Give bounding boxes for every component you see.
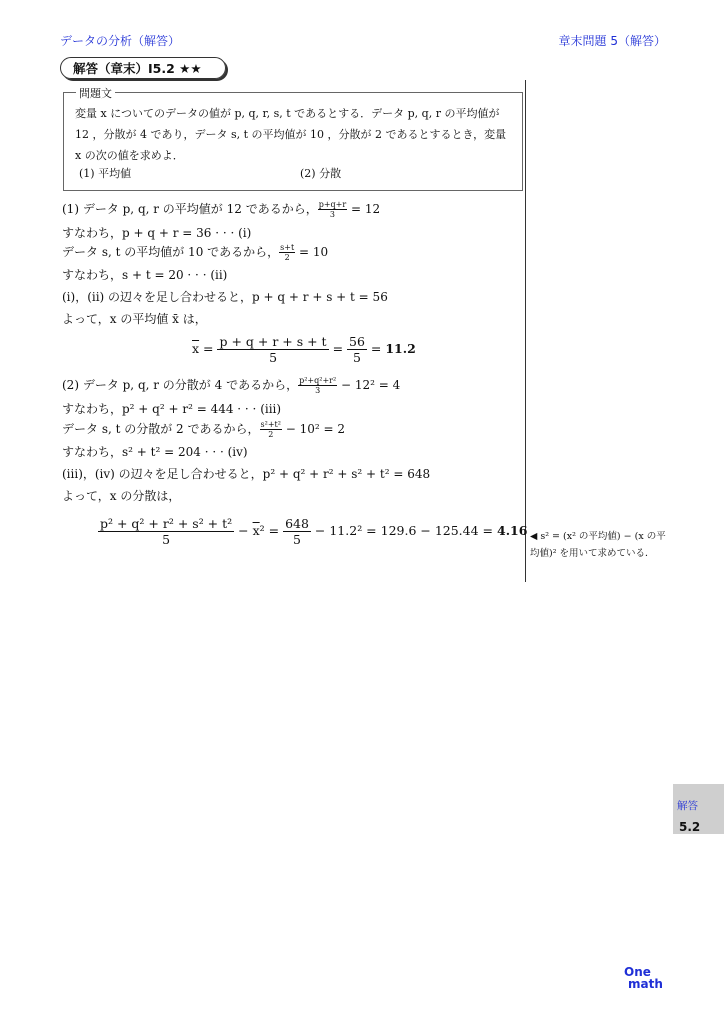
fraction xyxy=(98,516,234,547)
numerator: s+t xyxy=(280,243,295,252)
mean-answer: 11.2 xyxy=(385,341,416,356)
equals-sign: = xyxy=(199,341,218,356)
fraction xyxy=(283,516,311,547)
solution-line-6: よって，x の平均値 x̄ は， xyxy=(62,312,207,326)
margin-divider xyxy=(525,80,526,582)
section-tab-number: 5.2 xyxy=(679,820,701,834)
mean-equation xyxy=(192,334,416,365)
equals-sign: = xyxy=(328,341,348,356)
variance-equation xyxy=(98,516,527,547)
numerator: p² + q² + r² + s² + t² xyxy=(100,516,233,531)
mean-symbol: $\overline{x}$ xyxy=(252,523,260,538)
section-tab xyxy=(673,784,724,834)
denominator: 2 xyxy=(268,430,274,439)
solution-line-1-text: (1) データ p, q, r の平均値が 12 であるから， xyxy=(62,202,318,216)
numerator: p + q + r + s + t xyxy=(219,334,327,349)
solution-line-5: (i)，(ii) の辺々を足し合わせると，p + q + r + s + t = 56 xyxy=(62,290,388,304)
minus-sign: − xyxy=(234,523,253,538)
numerator: p²+q²+r² xyxy=(299,376,337,385)
fraction xyxy=(298,376,337,395)
denominator: 2 xyxy=(284,253,290,262)
equation-rhs: = 12 xyxy=(347,202,381,216)
header-title-right: 章末問題 5（解答） xyxy=(558,34,666,48)
fraction xyxy=(260,420,282,439)
solution-line-7 xyxy=(62,376,400,395)
solution-line-12: よって，x の分散は， xyxy=(62,489,181,503)
solution-line-9-text: データ s, t の分散が 2 であるから， xyxy=(62,422,260,436)
question-option-1: (1) 平均値 xyxy=(79,167,132,180)
question-text: 変量 x についてのデータの値が p, q, r, s, t であるとする．データ p, q, r の平均値が 12 ，分散が 4 であり，データ s, t の平均値が 10 ，分散が 2 であるとするとき，変量 x の次の値を求めよ． xyxy=(75,107,507,162)
solution-line-4: すなわち，s + t = 20 · · · (ii) xyxy=(62,268,228,282)
solution-line-7-text: (2) データ p, q, r の分散が 4 であるから， xyxy=(62,378,299,392)
denominator: 5 xyxy=(269,350,278,365)
solution-line-2: すなわち，p + q + r = 36 · · · (i) xyxy=(62,226,252,240)
equation-rest: − 11.2² = 129.6 − 125.44 = xyxy=(310,523,497,538)
solution-line-10: すなわち，s² + t² = 204 · · · (iv) xyxy=(62,445,248,459)
question-label: 問題文 xyxy=(76,85,115,101)
question-box xyxy=(63,87,523,191)
equation-rhs: − 10² = 2 xyxy=(281,422,346,436)
side-note: ◀ s² = (x² の平均値) − (x の平均値)² を用いて求めている． xyxy=(530,531,666,559)
fraction xyxy=(217,334,328,365)
denominator: 3 xyxy=(315,386,321,395)
solution-line-8: すなわち，p² + q² + r² = 444 · · · (iii) xyxy=(62,402,282,416)
fraction xyxy=(318,200,347,219)
numerator: s²+t² xyxy=(260,420,281,429)
solution-line-3-text: データ s, t の平均値が 10 であるから， xyxy=(62,245,280,259)
onemath-logo xyxy=(624,966,668,994)
numerator: 56 xyxy=(349,334,365,349)
solution-line-3 xyxy=(62,243,328,262)
equals-sign: = xyxy=(366,341,386,356)
fraction xyxy=(347,334,367,365)
question-option-2: (2) 分散 xyxy=(300,167,342,180)
numerator: 648 xyxy=(285,516,309,531)
solution-line-1 xyxy=(62,200,380,219)
equation-rhs: − 12² = 4 xyxy=(337,378,401,392)
logo-bottom-text: math xyxy=(628,977,663,991)
variance-answer: 4.16 xyxy=(497,523,528,538)
fraction xyxy=(279,243,295,262)
equals-sign: ² = xyxy=(259,523,284,538)
mean-symbol: $\overline{x}$ xyxy=(192,341,200,356)
solution-line-9 xyxy=(62,420,345,439)
answer-badge: 解答（章末）I5.2 ★★ xyxy=(60,57,226,79)
header-title-left: データの分析（解答） xyxy=(60,34,181,48)
denominator: 5 xyxy=(162,532,171,547)
denominator: 5 xyxy=(352,350,361,365)
denominator: 5 xyxy=(293,532,301,547)
solution-line-11: (iii)，(iv) の辺々を足し合わせると，p² + q² + r² + s² + t² = 648 xyxy=(62,467,431,481)
logo-top-text: One xyxy=(624,965,651,979)
numerator: p+q+r xyxy=(318,200,347,209)
equation-rhs: = 10 xyxy=(295,245,329,259)
denominator: 3 xyxy=(329,210,335,219)
section-tab-label: 解答 xyxy=(677,800,698,812)
